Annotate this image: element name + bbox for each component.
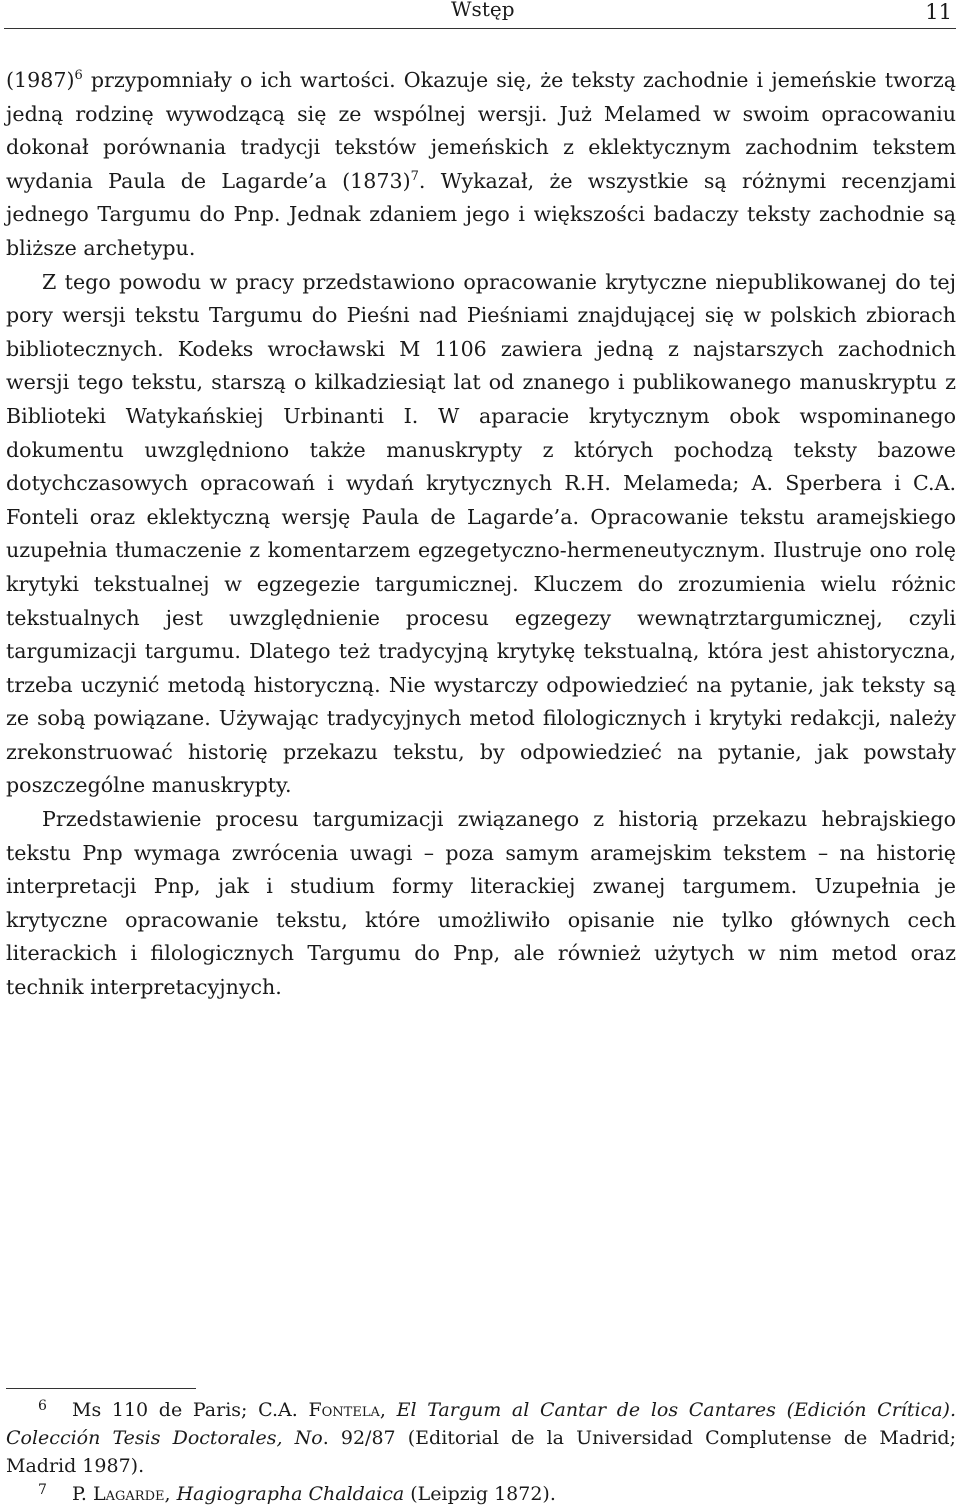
footnote-7-text-c: (Leipzig 1872).: [404, 1483, 556, 1505]
header-rule: [4, 28, 956, 29]
paragraph-1-text-a: (1987): [6, 68, 75, 92]
paragraph-3: Przedstawienie procesu targumizacji związanego z historią przekazu hebrajskiego tekstu Pnp wymaga zwrócenia uwagi – poza samym aramejskim tekstem – na historię interpretacji Pnp, jak i studium formy literackiej zwanej targumem. Uzupełnia je krytyczne opracowanie tekstu, które umożliwiło opisanie nie tylko głównych cech literackich i filologicznych Targumu do Pnp, ale również użytych w nim metod oraz technik interpretacyjnych.: [6, 807, 956, 1000]
footnote-6-author: Fontela: [308, 1399, 380, 1421]
footnote-ref-7[interactable]: 7: [410, 168, 419, 184]
footnotes: [6, 1396, 956, 1508]
footnote-6-text-b: ,: [379, 1399, 397, 1421]
page-number: 11: [925, 0, 952, 24]
running-head: [0, 0, 960, 26]
footnote-separator: [6, 1388, 196, 1389]
paragraph-2: Z tego powodu w pracy przedstawiono opracowanie krytyczne niepublikowanej do tej pory wersji tekstu Targumu do Pieśni nad Pieśniami znajdującej się w polskich zbiorach bibliotecznych. Kodeks wrocławski M 1106 zawiera jedną z najstarszych zachodnich wersji tego tekstu, starszą o kilkadziesiąt lat od znanego i publikowanego manuskryptu z Biblioteki Watykańskiej Urbinanti I. W aparacie krytycznym obok wspominanego dokumentu uwzględniono także manuskrypty z których pochodzą teksty bazowe dotychczasowych opracowań i wydań krytycznych R.H. Melameda; A. Sperbera i C.A. Fonteli oraz eklektyczną wersję Paula de Lagarde’a. Opracowanie tekstu aramejskiego uzupełnia tłumaczenie z komentarzem egzegetyczno-hermeneutycznym. Ilustruje ono rolę krytyki tekstualnej w egzegezie targumicznej. Kluczem do zrozumienia wielu różnic tekstualnych jest uwzględnienie procesu egzegezy wewnątrztargumicznej, czyli targumizacji targumu. Dlatego też tradycyjną krytykę tekstualną, która jest ahistoryczna, trzeba uczynić metodą historyczną. Nie wystarczy odpowiedzieć na pytanie, jak teksty są ze sobą powiązane. Używając tradycyjnych metod filologicznych i krytyki redakcji, należy zrekonstruować historię przekazu tekstu, by odpowiedzieć na pytanie, jak powstały poszczególne manuskrypty.: [6, 269, 956, 798]
footnote-6-text-c: . 92/87 (Editorial de la Universidad Complutense de Madrid; Madrid 1987).: [6, 1427, 956, 1477]
footnote-ref-6[interactable]: 6: [74, 68, 83, 83]
footnote-7-author: Lagarde: [93, 1483, 165, 1505]
footnote-6-text-a: Ms 110 de Paris; C.A.: [72, 1399, 309, 1421]
paragraph-1-text-b: przypomniały o ich wartości. Okazuje się, że teksty zachodnie i jemeńskie tworzą jedną rodzinę wywodzącą się ze wspólnej wersji. Już Melamed w swoim opracowaniu dokonał porównania tradycji tekstów jemeńskich z eklektycznym zachodnim tekstem wydania Paula de Lagarde’a (1873): [6, 68, 956, 193]
footnote-7-text-b: ,: [164, 1483, 177, 1505]
paragraph-1-text-c: . Wykazał, że wszystkie są różnymi recenzjami jednego Targumu do Pnp. Jednak zdaniem jego i większości badaczy teksty zachodnie są bliższe archetypu.: [6, 168, 957, 260]
paragraph-1: [6, 64, 956, 266]
footnote-7-title: Hagiographa Chaldaica: [176, 1483, 405, 1505]
body-text: [6, 64, 956, 1005]
footnote-6-title: El Targum al Cantar de los Cantares (Edición Crítica). Colección Tesis Doctorales, No: [6, 1399, 956, 1449]
footnote-7: 7 P. Lagarde, Hagiographa Chaldaica (Leipzig 1872).: [38, 1482, 556, 1505]
footnote-7-text-a: P.: [72, 1483, 94, 1505]
running-title: Wstęp: [451, 0, 515, 21]
footnote-6: 6 Ms 110 de Paris; C.A. Fontela, El Targum al Cantar de los Cantares (Edición Crítica). Colección Tesis Doctorales, No. 92/87 (Editorial de la Universidad Complutense de Madrid; Madrid 1987).: [6, 1398, 956, 1477]
